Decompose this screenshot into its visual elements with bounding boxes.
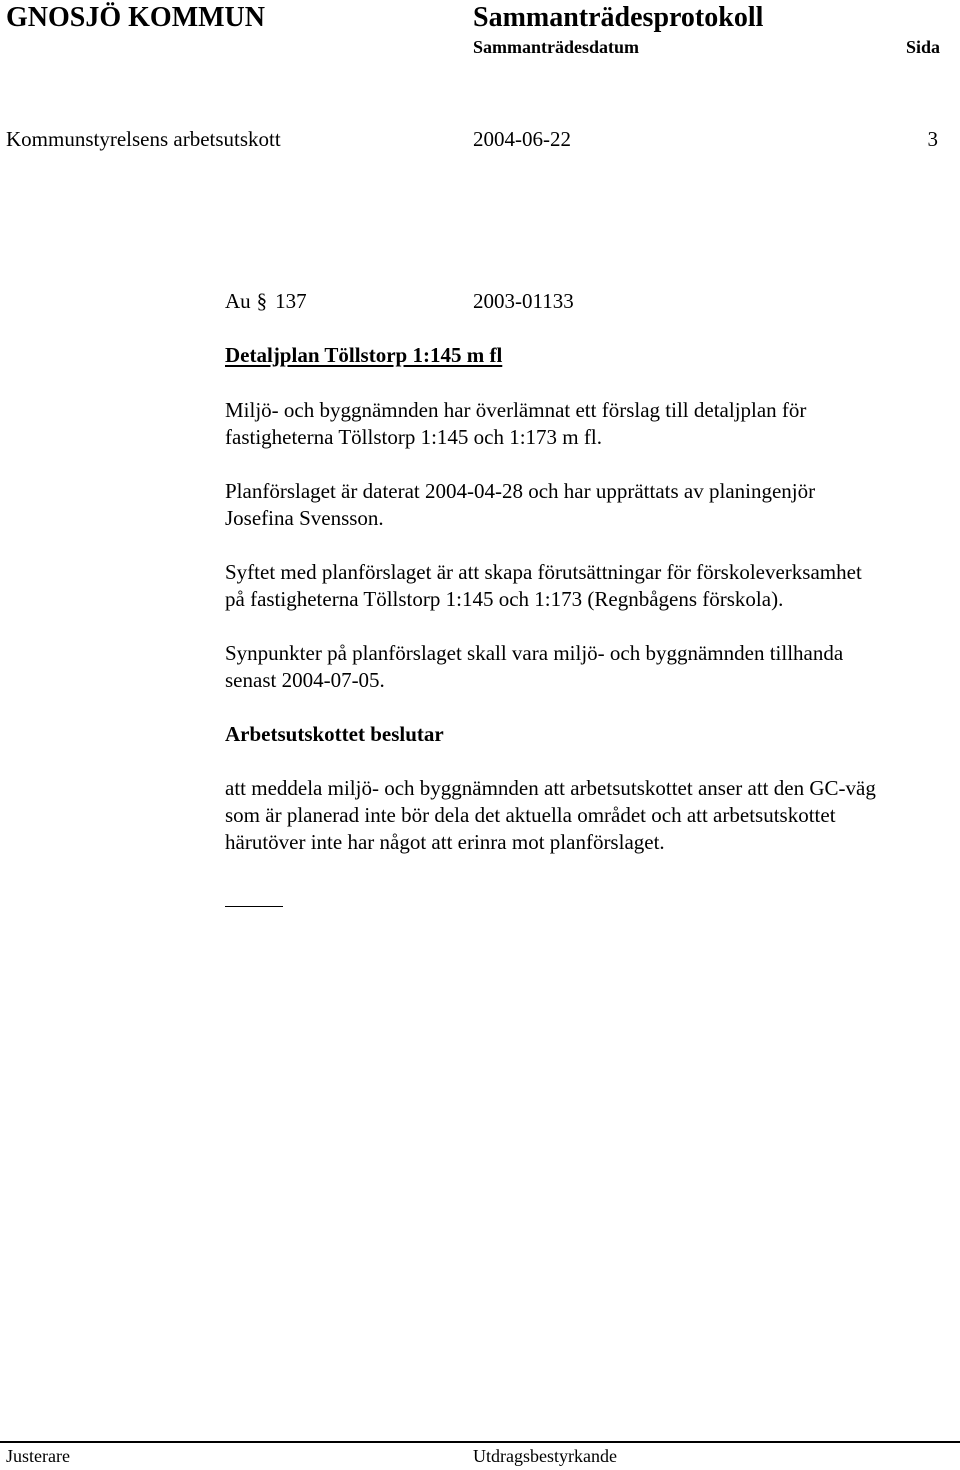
item-content [225, 397, 950, 856]
paragraph-comments-deadline [225, 640, 950, 694]
paragraph-plan-date [225, 478, 950, 532]
paragraph-symbol: § [256, 289, 268, 313]
section-end-rule [225, 906, 283, 907]
page-number: 3 [927, 127, 938, 151]
paragraph-line: fastigheterna Töllstorp 1:145 och 1:173 m fl. [225, 425, 602, 449]
paragraph-line: senast 2004-07-05. [225, 668, 385, 692]
meeting-date: 2004-06-22 [473, 127, 571, 151]
paragraph-referral [225, 397, 950, 451]
decision-heading: Arbetsutskottet beslutar [225, 722, 444, 746]
signatory-label: Justerare [6, 1446, 70, 1466]
paragraph-purpose [225, 559, 950, 613]
decision-text [225, 775, 950, 856]
item-prefix: Au [225, 289, 251, 313]
organization-name: GNOSJÖ KOMMUN [6, 2, 265, 33]
paragraph-line: Miljö- och byggnämnden har överlämnat ett förslag till detaljplan för [225, 398, 807, 422]
paragraph-line: Josefina Svensson. [225, 506, 384, 530]
paragraph-line: Syftet med planförslaget är att skapa förutsättningar för förskoleverksamhet [225, 560, 862, 584]
page-label: Sida [905, 37, 940, 57]
paragraph-line: Planförslaget är daterat 2004-04-28 och har upprättats av planingenjör [225, 479, 816, 503]
item-number: 137 [275, 289, 307, 313]
decision-line: härutöver inte har något att erinra mot planförslaget. [225, 830, 665, 854]
meeting-date-label: Sammanträdesdatum [473, 37, 640, 57]
case-number: 2003-01133 [473, 289, 574, 313]
paragraph-line: på fastigheterna Töllstorp 1:145 och 1:173 (Regnbågens förskola). [225, 587, 784, 611]
committee-name: Kommunstyrelsens arbetsutskott [6, 127, 281, 151]
paragraph-line: Synpunkter på planförslaget skall vara miljö- och byggnämnden tillhanda [225, 641, 844, 665]
item-reference [225, 289, 307, 314]
decision-line: att meddela miljö- och byggnämnden att arbetsutskottet anser att den GC-väg [225, 776, 876, 800]
certification-label: Utdragsbestyrkande [473, 1446, 617, 1466]
decision-line: som är planerad inte bör dela det aktuella området och att arbetsutskottet [225, 803, 836, 827]
footer-divider [0, 1441, 960, 1443]
document-type: Sammanträdesprotokoll [473, 2, 764, 33]
item-title: Detaljplan Töllstorp 1:145 m fl [225, 343, 503, 367]
